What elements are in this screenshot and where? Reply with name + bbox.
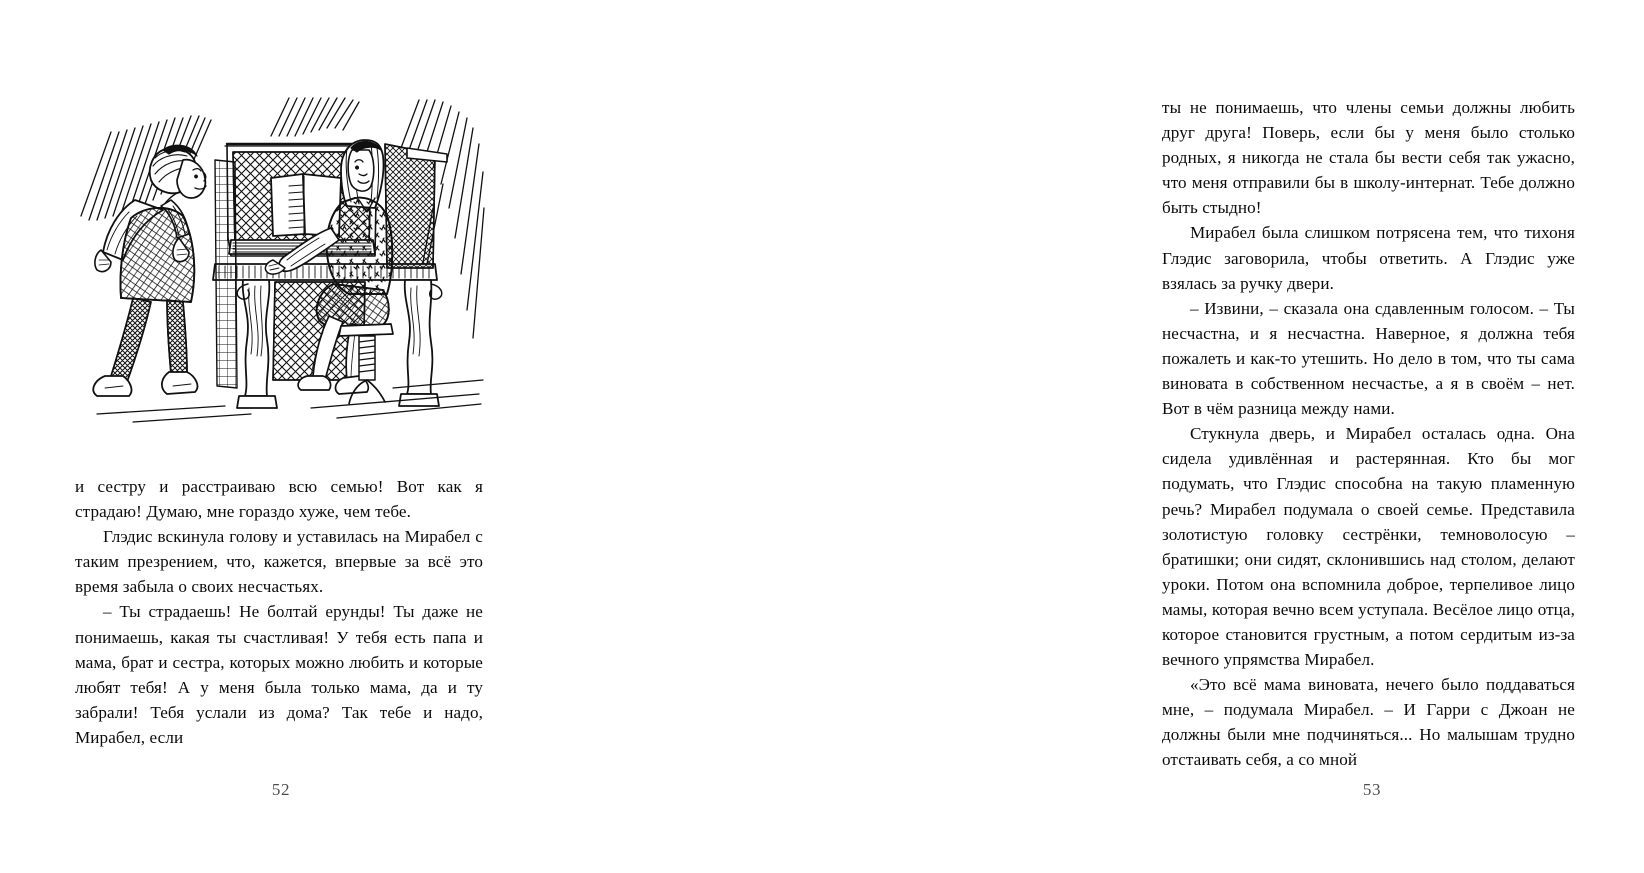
paragraph: Стукнула дверь, и Мирабел осталась одна. Она сидела удивлённая и растерянная. Кто бы мог подумать, что Глэдис способна на такую пламенную речь? Мирабел подумала о своей семье. Представила золотистую головку сестрёнки, темноволосую – братишки; они сидят, склонившись над столом, делают уроки. Потом она вспомнила доброе, терпеливое лицо мамы, которая вечно всем уступала. Весёлое лицо отца, которое становится грустным, а потом сердитым из-за вечного упрямства Мирабел. — [1162, 424, 1575, 670]
left-page — [0, 0, 550, 873]
page-number-left: 52 — [271, 780, 291, 799]
paragraph: Мирабел была слишком потрясена тем, что тихоня Глэдис заговорила, чтобы ответить. А Глэдис уже взялась за ручку двери. — [1162, 223, 1575, 293]
upright-piano — [213, 144, 447, 408]
paragraph: и сестру и расстраиваю всю семью! Вот как я страдаю! Думаю, мне гораздо хуже, чем тебе. — [75, 477, 483, 522]
two-girls-at-piano-illustration — [75, 88, 485, 426]
right-page-text — [1162, 95, 1575, 773]
standing-girl-plaid-dress — [93, 145, 206, 396]
paragraph: – Извини, – сказала она сдавленным голосом. – Ты несчастна, и я несчастна. Наверное, я должна тебя пожалеть и как-то утешить. Но дело в том, что ты сама виновата в собственном несчастье, а я в своём – нет. Вот в чём разница между нами. — [1162, 298, 1575, 419]
paragraph: – Ты страдаешь! Не болтай ерунды! Ты даже не понимаешь, какая ты счастливая! У тебя есть папа и мама, брат и сестра, которых можно любить и которые любят тебя! А у меня была только мама, да и ту забрали! Тебя услали из дома? Так тебе и надо, Мирабел, если — [75, 602, 483, 747]
paragraph: ты не понимаешь, что члены семьи должны любить друг друга! Поверь, если бы у меня было столько родных, я никогда не стала бы вести себя так ужасно, что меня отправили бы в школу-интернат. Тебе должно быть стыдно! — [1162, 98, 1575, 218]
right-page — [550, 0, 1575, 873]
background-hatching-centre — [271, 98, 359, 136]
grid-panel — [215, 160, 237, 388]
paragraph: «Это всё мама виновата, нечего было поддаваться мне, – подумала Мирабел. – И Гарри с Джоан не должны были мне подчиняться... Но малышам трудно отстаивать себя, а со мной — [1162, 675, 1575, 770]
paragraph: Глэдис вскинула голову и уставилась на Мирабел с таким презрением, что, кажется, впервые за всё это время забыла о своих несчастьях. — [75, 527, 483, 597]
left-page-text — [75, 474, 483, 750]
page-number-right: 53 — [1362, 780, 1382, 799]
